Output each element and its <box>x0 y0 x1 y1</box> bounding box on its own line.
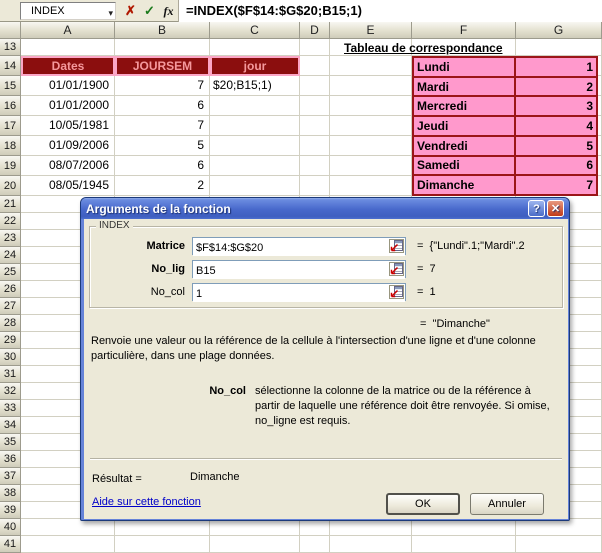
row-header-32[interactable]: 32 <box>0 383 21 400</box>
matrice-label: Matrice <box>146 240 185 252</box>
result-label: Résultat = <box>92 473 142 485</box>
table-row <box>414 78 596 98</box>
table-row <box>414 97 596 117</box>
cell-value[interactable]: 1 <box>586 59 593 74</box>
field-row-no-lig <box>90 260 562 278</box>
col-header-b[interactable]: B <box>115 22 210 39</box>
row-header-16[interactable]: 16 <box>0 96 21 116</box>
correspondence-table <box>412 56 598 196</box>
field-row-no-col <box>90 283 562 301</box>
cell[interactable] <box>300 39 330 56</box>
cell[interactable] <box>300 96 330 116</box>
dialog-body <box>84 219 568 519</box>
cell[interactable] <box>330 116 412 136</box>
sheet-row-41 <box>0 536 602 553</box>
cell-jour-header[interactable]: jour <box>210 56 300 76</box>
row-header-13[interactable]: 13 <box>0 39 21 56</box>
group-label: INDEX <box>96 220 133 231</box>
cell-date[interactable]: 01/01/2000 <box>21 96 115 116</box>
cell-date[interactable]: 01/01/1900 <box>21 76 115 96</box>
range-picker-icon[interactable] <box>389 262 404 276</box>
dialog-title-bar[interactable] <box>81 198 569 219</box>
row-header-26[interactable]: 26 <box>0 281 21 298</box>
table-row <box>414 137 596 157</box>
cell-date[interactable]: 10/05/1981 <box>21 116 115 136</box>
cell[interactable] <box>330 96 412 116</box>
row-header-33[interactable]: 33 <box>0 400 21 417</box>
row-header-27[interactable]: 27 <box>0 298 21 315</box>
row-header-40[interactable]: 40 <box>0 519 21 536</box>
no-col-label: No_col <box>150 286 185 298</box>
param-help-text: sélectionne la colonne de la matrice ou de la référence à partir de laquelle une référence doit être renvoyée. Si omise, no_ligne est requis. <box>255 385 550 427</box>
row-header-38[interactable]: 38 <box>0 485 21 502</box>
cell[interactable] <box>210 536 300 553</box>
formula-bar <box>0 0 602 22</box>
cell[interactable] <box>210 519 300 536</box>
no-lig-label: No_lig <box>151 263 185 275</box>
cell[interactable] <box>300 136 330 156</box>
insert-function-icon[interactable]: fx <box>163 4 174 18</box>
matrice-input-box <box>192 237 406 255</box>
cell-joursem[interactable]: 6 <box>115 96 210 116</box>
table-row <box>414 58 596 78</box>
col-header-f[interactable]: F <box>412 22 516 39</box>
row-header-36[interactable]: 36 <box>0 451 21 468</box>
range-picker-icon[interactable] <box>389 239 404 253</box>
sheet-row-40 <box>0 519 602 536</box>
cell[interactable] <box>210 136 300 156</box>
cell[interactable] <box>115 536 210 553</box>
cell-value[interactable]: 7 <box>586 178 593 193</box>
cell-day[interactable]: Lundi <box>414 58 516 76</box>
col-header-e[interactable]: E <box>330 22 412 39</box>
correspondence-table-title: Tableau de correspondance <box>344 41 503 55</box>
cell-value[interactable]: 6 <box>586 158 593 173</box>
cell[interactable] <box>300 176 330 196</box>
cell-value[interactable]: 3 <box>586 99 593 114</box>
cell-joursem[interactable]: 2 <box>115 176 210 196</box>
col-header-c[interactable]: C <box>210 22 300 39</box>
row-header-28[interactable]: 28 <box>0 315 21 332</box>
row-header-35[interactable]: 35 <box>0 434 21 451</box>
function-description: Renvoie une valeur ou la référence de la cellule à l'intersection d'une ligne et d'une colonne particulière, dans une plage données. <box>91 335 536 362</box>
cell-joursem[interactable]: 7 <box>115 116 210 136</box>
cell-value[interactable]: 5 <box>586 138 593 153</box>
cell-day[interactable]: Dimanche <box>414 176 516 194</box>
overall-result: = "Dimanche" <box>420 318 490 330</box>
cell[interactable] <box>210 116 300 136</box>
no-col-result: = 1 <box>417 286 436 298</box>
name-box[interactable] <box>20 2 116 20</box>
row-header-17[interactable]: 17 <box>0 116 21 136</box>
cell-day[interactable]: Mardi <box>414 78 516 96</box>
row-header-24[interactable]: 24 <box>0 247 21 264</box>
cell-dates-header[interactable]: Dates <box>21 56 115 76</box>
cell[interactable] <box>412 519 516 536</box>
row-header-34[interactable]: 34 <box>0 417 21 434</box>
result-value: Dimanche <box>190 471 240 483</box>
row-header-15[interactable]: 15 <box>0 76 21 96</box>
col-header-d[interactable]: D <box>300 22 330 39</box>
cell-day[interactable]: Mercredi <box>414 97 516 115</box>
table-row <box>414 176 596 194</box>
cell-joursem[interactable]: 7 <box>115 76 210 96</box>
ok-button[interactable]: OK <box>386 493 460 515</box>
cell-date[interactable]: 08/05/1945 <box>21 176 115 196</box>
cell[interactable] <box>115 39 210 56</box>
cell-date[interactable]: 01/09/2006 <box>21 136 115 156</box>
cell[interactable] <box>210 96 300 116</box>
cell[interactable] <box>115 519 210 536</box>
row-header-25[interactable]: 25 <box>0 264 21 281</box>
cell[interactable] <box>210 176 300 196</box>
no-col-input[interactable] <box>193 286 405 302</box>
cell-joursem-header[interactable]: JOURSEM <box>115 56 210 76</box>
cell[interactable] <box>300 519 330 536</box>
param-help <box>196 384 562 429</box>
cell[interactable] <box>330 76 412 96</box>
cell-value[interactable]: 4 <box>586 119 593 134</box>
row-header-41[interactable]: 41 <box>0 536 21 553</box>
col-header-a[interactable]: A <box>21 22 115 39</box>
select-all-corner[interactable] <box>0 22 21 39</box>
divider <box>90 458 562 460</box>
help-link[interactable]: Aide sur cette fonction <box>92 496 201 508</box>
param-help-label: No_col <box>209 385 246 397</box>
cell-value[interactable]: 2 <box>586 79 593 94</box>
close-icon[interactable]: ✕ <box>547 200 564 217</box>
cell[interactable] <box>516 39 602 56</box>
row-header-23[interactable]: 23 <box>0 230 21 247</box>
dialog-title: Arguments de la fonction <box>86 201 231 216</box>
col-header-g[interactable]: G <box>516 22 602 39</box>
cell[interactable] <box>516 519 602 536</box>
cell[interactable] <box>516 536 602 553</box>
row-header-29[interactable]: 29 <box>0 332 21 349</box>
cell[interactable] <box>300 536 330 553</box>
cell[interactable] <box>210 39 300 56</box>
help-icon[interactable]: ? <box>528 200 545 217</box>
cell[interactable] <box>330 536 412 553</box>
cell-date[interactable]: 08/07/2006 <box>21 156 115 176</box>
chevron-down-icon[interactable]: ▾ <box>108 8 113 18</box>
cell-day[interactable]: Jeudi <box>414 117 516 135</box>
cell[interactable] <box>330 156 412 176</box>
row-header-18[interactable]: 18 <box>0 136 21 156</box>
name-box-value: INDEX <box>31 5 65 17</box>
row-header-20[interactable]: 20 <box>0 176 21 196</box>
enter-icon[interactable]: ✓ <box>144 3 155 18</box>
row-header-19[interactable]: 19 <box>0 156 21 176</box>
cell-formula-overflow[interactable]: $20;B15;1) <box>210 76 300 96</box>
table-row <box>414 157 596 177</box>
cancel-button[interactable]: Annuler <box>470 493 544 515</box>
row-header-22[interactable]: 22 <box>0 213 21 230</box>
cell[interactable] <box>330 176 412 196</box>
cell[interactable] <box>330 519 412 536</box>
matrice-result: = {"Lundi".1;"Mardi".2 <box>417 240 525 252</box>
table-row <box>414 117 596 137</box>
row-header-21[interactable]: 21 <box>0 196 21 213</box>
cell-joursem[interactable]: 5 <box>115 136 210 156</box>
cancel-icon[interactable]: ✗ <box>125 3 136 18</box>
no-lig-input[interactable] <box>193 263 405 279</box>
no-lig-result: = 7 <box>417 263 436 275</box>
cell-joursem[interactable]: 6 <box>115 156 210 176</box>
cell[interactable] <box>300 156 330 176</box>
column-header-row <box>0 22 602 39</box>
matrice-input[interactable] <box>193 240 405 256</box>
row-header-30[interactable]: 30 <box>0 349 21 366</box>
row-header-37[interactable]: 37 <box>0 468 21 485</box>
cell[interactable] <box>21 39 115 56</box>
cell[interactable] <box>330 56 412 76</box>
row-header-39[interactable]: 39 <box>0 502 21 519</box>
range-picker-icon[interactable] <box>389 285 404 299</box>
cell[interactable] <box>21 519 115 536</box>
index-group-box <box>89 220 563 308</box>
field-row-matrice <box>90 237 562 255</box>
cell[interactable] <box>300 116 330 136</box>
cell-day[interactable]: Vendredi <box>414 137 516 155</box>
cell[interactable] <box>330 136 412 156</box>
cell[interactable] <box>300 56 330 76</box>
row-header-31[interactable]: 31 <box>0 366 21 383</box>
no-lig-input-box <box>192 260 406 278</box>
function-arguments-dialog <box>80 197 570 521</box>
row-header-14[interactable]: 14 <box>0 56 21 76</box>
cell[interactable] <box>300 76 330 96</box>
cell[interactable] <box>21 536 115 553</box>
cell-day[interactable]: Samedi <box>414 157 516 175</box>
cell[interactable] <box>412 536 516 553</box>
cell[interactable] <box>210 156 300 176</box>
formula-input[interactable]: =INDEX($F$14:$G$20;B15;1) <box>178 0 602 22</box>
no-col-input-box <box>192 283 406 301</box>
sheet-row-13 <box>0 39 602 56</box>
